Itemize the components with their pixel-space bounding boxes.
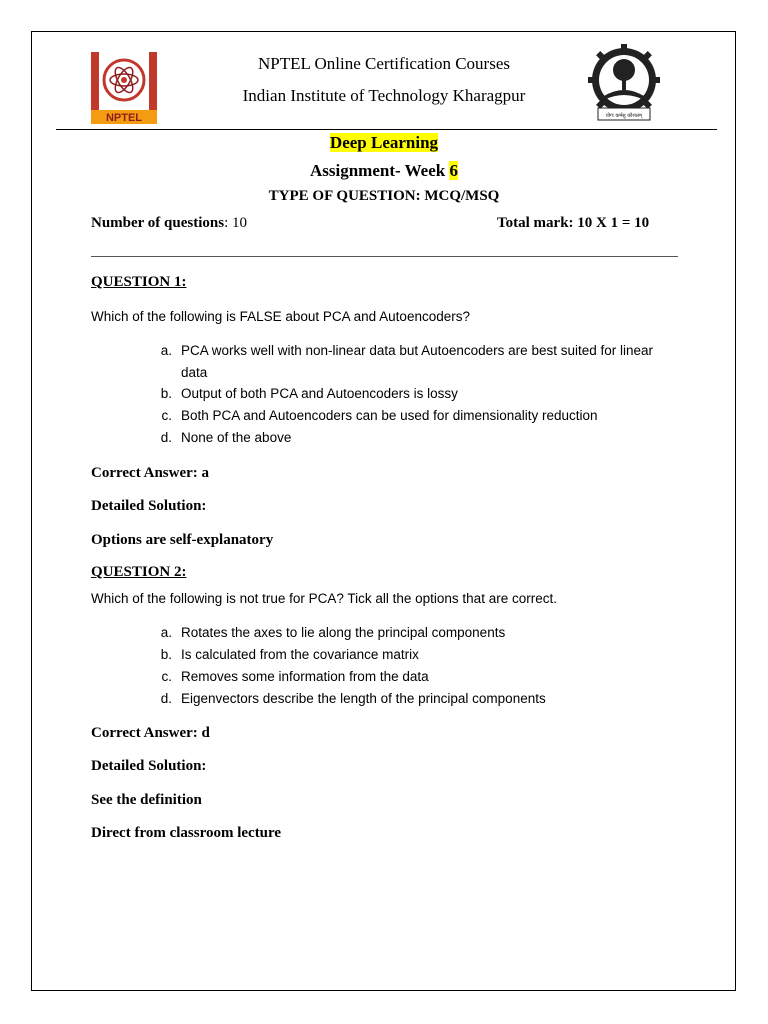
question-1-option-d <box>148 430 291 445</box>
question-1-heading: QUESTION 1: <box>91 274 187 290</box>
option-text: Is calculated from the covariance matrix <box>181 647 419 662</box>
option-text: None of the above <box>181 430 292 445</box>
nptel-logo-text: NPTEL <box>105 112 143 124</box>
option-label: a. <box>160 625 172 640</box>
question-2-solution-text-1: See the definition <box>91 792 202 808</box>
assignment-prefix: Assignment- Week <box>310 161 450 180</box>
course-title <box>0 133 768 153</box>
question-1-option-a-continued: data <box>181 365 208 380</box>
question-2-option-a <box>148 625 505 640</box>
option-text: Rotates the axes to lie along the principal components <box>181 625 506 640</box>
option-label: b. <box>160 647 172 662</box>
option-text: Output of both PCA and Autoencoders is lossy <box>181 386 458 401</box>
question-type: TYPE OF QUESTION: MCQ/MSQ <box>268 188 500 204</box>
number-of-questions <box>91 215 247 232</box>
option-label: d. <box>160 691 172 706</box>
option-text: PCA works well with non-linear data but Autoencoders are best suited for linear <box>181 343 654 358</box>
question-1-option-b <box>148 386 458 401</box>
number-of-questions-label: Number of questions <box>91 215 225 231</box>
option-label: a. <box>160 343 172 358</box>
header-line-1: NPTEL Online Certification Courses <box>258 54 510 73</box>
question-2-option-b <box>148 647 419 662</box>
total-mark: Total mark: 10 X 1 = 10 <box>497 215 650 231</box>
question-2-solution-text-2: Direct from classroom lecture <box>91 825 282 841</box>
iit-logo-motto: योगः कर्मसु कौशलम् <box>605 113 643 119</box>
question-2-option-c <box>148 669 429 684</box>
question-2-solution-label: Detailed Solution: <box>91 758 207 774</box>
header-rule <box>56 129 717 130</box>
question-2-text: Which of the following is not true for PCA? Tick all the options that are correct. <box>91 591 557 606</box>
question-1-text: Which of the following is FALSE about PCA and Autoencoders? <box>91 309 470 324</box>
option-text: Removes some information from the data <box>181 669 429 684</box>
question-1-solution-label: Detailed Solution: <box>91 498 207 514</box>
question-1-solution-text: Options are self-explanatory <box>91 532 274 548</box>
option-text: Both PCA and Autoencoders can be used for dimensionality reduction <box>181 408 598 423</box>
assignment-week: 6 <box>449 161 458 180</box>
question-2-correct-answer: Correct Answer: d <box>91 725 210 741</box>
option-text: Eigenvectors describe the length of the principal components <box>181 691 546 706</box>
number-of-questions-value: : 10 <box>224 215 247 231</box>
option-label: c. <box>161 408 172 423</box>
question-2-heading: QUESTION 2: <box>91 564 187 580</box>
question-2-option-d <box>148 691 546 706</box>
question-1-option-c <box>148 408 598 423</box>
question-1-option-a <box>148 343 653 358</box>
option-label: b. <box>160 386 172 401</box>
assignment-title <box>0 161 768 181</box>
separator-line <box>91 256 678 257</box>
option-label: c. <box>161 669 172 684</box>
header-line-2: Indian Institute of Technology Kharagpur <box>242 86 526 105</box>
option-label: d. <box>160 430 172 445</box>
question-1-correct-answer: Correct Answer: a <box>91 465 210 481</box>
course-title-text: Deep Learning <box>329 133 439 152</box>
